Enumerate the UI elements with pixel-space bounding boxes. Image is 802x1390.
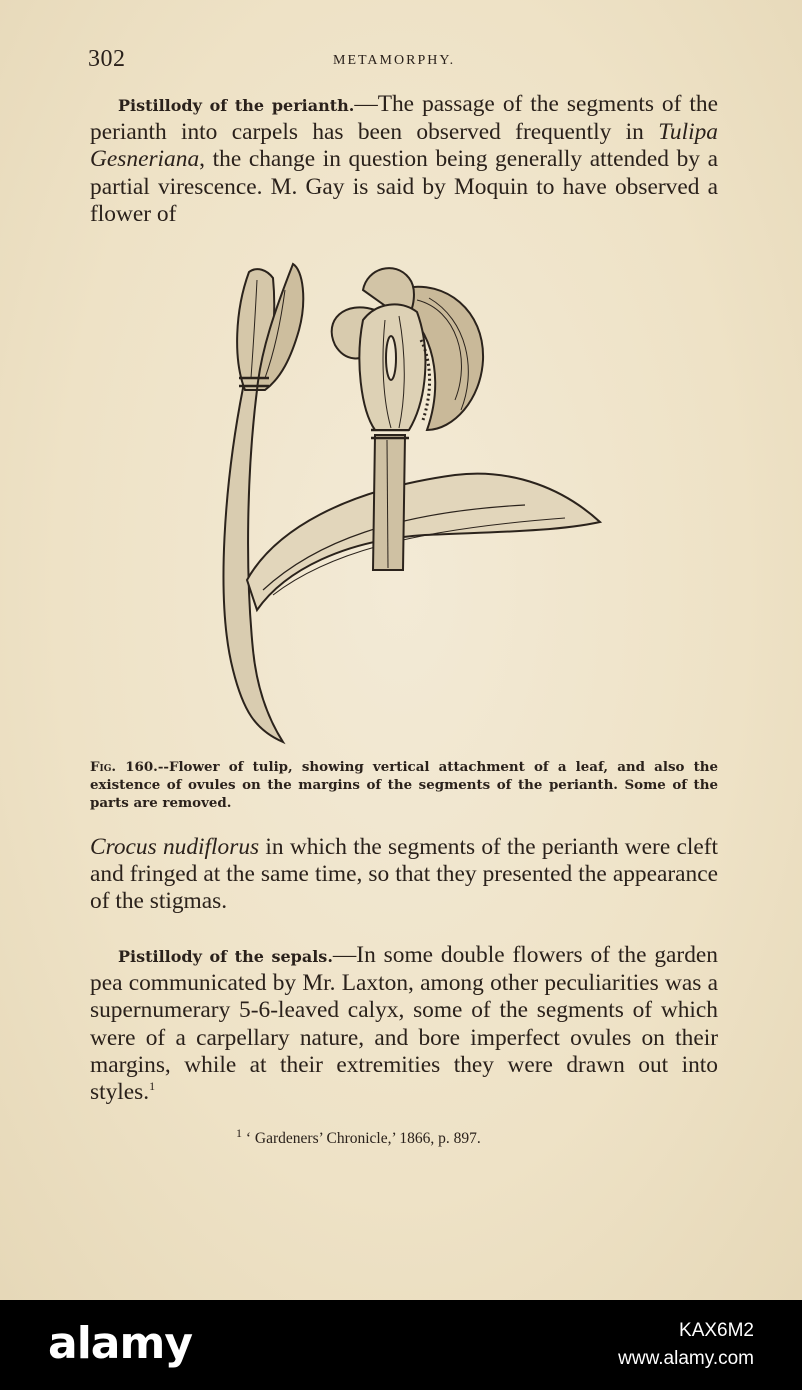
watermark-bar <box>0 1300 802 1390</box>
image-id: KAX6M2 <box>679 1320 754 1341</box>
footnote-reference[interactable]: 1 <box>149 1079 156 1094</box>
paragraph-text: —The passage of the segments of the perianth into carpels has been observed frequently in <box>90 91 718 146</box>
figure-label: Fig. 160. <box>90 759 158 775</box>
paragraph-text: in which the segments of the perianth were cleft and fringed at the same time, so that they presented the appearance of the stigmas. <box>90 834 718 915</box>
site-link[interactable]: www.alamy.com <box>618 1348 754 1369</box>
footnote <box>236 1125 481 1148</box>
species-name-tulipa: Tulipa Gesneriana <box>90 119 718 173</box>
footnote-marker: 1 <box>236 1125 242 1140</box>
figure-caption <box>90 758 718 812</box>
paragraph-perianth <box>90 91 718 228</box>
page-header <box>88 46 718 76</box>
paragraph-text: —In some double flowers of the garden pea communicated by Mr. Laxton, among other peculiarities was a supernumerary 5-6-leaved calyx, some of the segments of which were of a carpellary nature, and bore imperfect ovules on their margins, while at their extremities they were drawn out into styles. <box>90 942 718 1106</box>
footnote-text: ‘ Gardeners’ Chronicle,’ 1866, p. 897. <box>242 1130 481 1147</box>
brand-logo[interactable]: alamy <box>48 1318 192 1369</box>
species-name-crocus: Crocus nudiflorus <box>90 834 260 860</box>
paragraph-sepals <box>90 942 718 1106</box>
tulip-illustration <box>195 250 615 750</box>
page-number: 302 <box>88 46 126 72</box>
paragraph-crocus <box>90 834 718 916</box>
paragraph-text: , the change in question being generally attended by a partial virescence. M. Gay is said by Moquin to have observed a flower of <box>90 146 718 227</box>
figure-caption-text: --Flower of tulip, showing vertical attachment of a leaf, and also the existence of ovules on the margins of the segments of the perianth. Some of the parts are removed. <box>90 759 719 811</box>
section-lead-perianth: Pistillody of the perianth. <box>118 96 355 115</box>
running-head: METAMORPHY. <box>333 53 456 68</box>
section-lead-sepals: Pistillody of the sepals. <box>118 947 333 966</box>
